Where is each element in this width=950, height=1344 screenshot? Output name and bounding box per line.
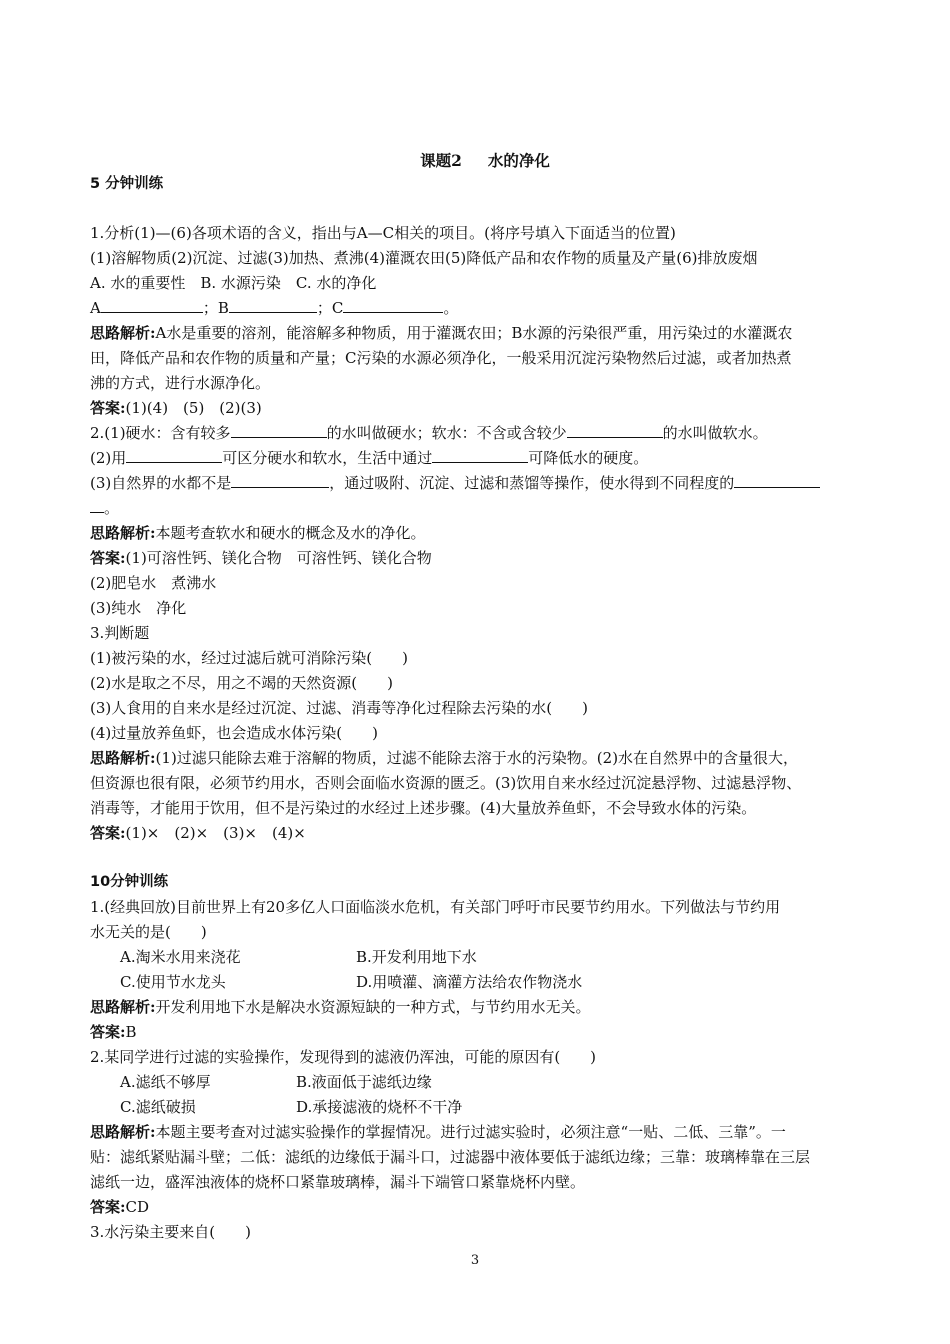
answer-blank[interactable] <box>231 422 327 438</box>
analysis-cont: 沸的方式，进行水源净化。 <box>90 374 271 392</box>
question-stem: 3.水污染主要来自( ) <box>90 1223 252 1241</box>
lesson-name: 水的净化 <box>487 151 550 170</box>
document-page <box>90 150 860 1245</box>
question-stem: 1.分析(1)—(6)各项术语的含义，指出与A—C相关的项目。(将序号填入下面适当的位置) <box>90 224 676 242</box>
fill-in-line-cont: 。 <box>90 496 860 521</box>
judgement-item: (4)过量放养鱼虾，也会造成水体污染( ) <box>90 724 378 742</box>
fill-in-line: 2.(1)硬水：含有较多 的水叫做硬水；软水：不含或含较少 的水叫做软水。 <box>90 424 768 442</box>
section-heading-5min: 5 分钟训练 <box>90 176 164 192</box>
analysis: 思路解析:本题主要考查对过滤实验操作的掌握情况。进行过滤实验时，必须注意“一贴、二低、三靠”。一 <box>90 1123 786 1141</box>
answer-blank[interactable] <box>126 447 222 463</box>
answer-cont: (2)肥皂水 煮沸水 <box>90 574 217 592</box>
answer: 答案:B <box>90 1023 137 1041</box>
answer-cont: (3)纯水 净化 <box>90 599 187 617</box>
section-heading-10min: 10分钟训练 <box>90 874 169 890</box>
analysis-cont: 但资源也很有限，必须节约用水，否则会面临水资源的匮乏。(3)饮用自来水经过沉淀悬浮物、过滤悬浮物、 <box>90 774 802 792</box>
analysis-cont: 滤纸一边，盛浑浊液体的烧杯口紧靠玻璃棒，漏斗下端管口紧靠烧杯内壁。 <box>90 1173 586 1191</box>
answer-blank[interactable] <box>90 497 104 513</box>
answer: 答案:(1)可溶性钙、镁化合物 可溶性钙、镁化合物 <box>90 549 432 567</box>
answer-blank[interactable] <box>229 297 317 313</box>
answer-blank[interactable] <box>343 297 443 313</box>
analysis-cont: 田，降低产品和农作物的质量和产量；C污染的水源必须净化，一般采用沉淀污染物然后过滤，或者加热煮 <box>90 349 792 367</box>
page-number: 3 <box>470 1253 480 1268</box>
option-b[interactable]: B.开发利用地下水 <box>356 948 477 966</box>
lesson-number: 课题2 <box>420 151 462 170</box>
question-stem: 2.某同学进行过滤的实验操作，发现得到的滤液仍浑浊，可能的原因有( ) <box>90 1048 597 1066</box>
answer: 答案:(1)× (2)× (3)× (4)× <box>90 824 306 842</box>
answer-blank[interactable] <box>734 472 820 488</box>
answer-blank[interactable] <box>567 422 663 438</box>
fill-in-line: A ；B ；C 。 <box>90 299 459 317</box>
analysis-cont: 消毒等，才能用于饮用，但不是污染过的水经过上述步骤。(4)大量放养鱼虾，不会导致水体的污染。 <box>90 799 757 817</box>
answer-blank[interactable] <box>231 472 329 488</box>
answer-blank[interactable] <box>432 447 528 463</box>
fill-in-line: (3)自然界的水都不是 ，通过吸附、沉淀、过滤和蒸馏等操作，使水得到不同程度的 <box>90 471 860 496</box>
fill-in-line: (2)用 可区分硬水和软水，生活中通过 可降低水的硬度。 <box>90 449 649 467</box>
analysis-cont: 贴：滤纸紧贴漏斗壁；二低：滤纸的边缘低于漏斗口，过滤器中液体要低于滤纸边缘；三靠：玻璃棒靠在三层 <box>90 1148 811 1166</box>
judgement-item: (3)人食用的自来水是经过沉淀、过滤、消毒等净化过程除去污染的水( ) <box>90 699 588 717</box>
question-stem-cont: 水无关的是( ) <box>90 923 207 941</box>
analysis: 思路解析:A水是重要的溶剂，能溶解多种物质，用于灌溉农田；B水源的污染很严重，用污染过的水灌溉农 <box>90 324 793 342</box>
analysis: 思路解析:本题考查软水和硬水的概念及水的净化。 <box>90 524 426 542</box>
option-row <box>90 1070 860 1095</box>
option-d[interactable]: D.承接滤液的烧杯不干净 <box>296 1098 463 1116</box>
option-a[interactable]: A.滤纸不够厚 <box>120 1073 211 1091</box>
option-row <box>90 1095 860 1120</box>
question-stem: 3.判断题 <box>90 624 150 642</box>
answer-blank[interactable] <box>101 297 203 313</box>
judgement-item: (2)水是取之不尽，用之不竭的天然资源( ) <box>90 674 393 692</box>
answer: 答案:(1)(4) (5) (2)(3) <box>90 399 262 417</box>
option-row <box>90 970 860 995</box>
question-stem: 1.(经典回放)目前世界上有20多亿人口面临淡水危机，有关部门呼吁市民要节约用水。下列做法与节约用 <box>90 898 781 916</box>
analysis: 思路解析:(1)过滤只能除去难于溶解的物质，过滤不能除去溶于水的污染物。(2)水在自然界中的含量很大， <box>90 749 799 767</box>
option-c[interactable]: C.使用节水龙头 <box>120 973 226 991</box>
option-d[interactable]: D.用喷灌、滴灌方法给农作物浇水 <box>356 973 583 991</box>
option-row <box>90 945 860 970</box>
option-b[interactable]: B.液面低于滤纸边缘 <box>296 1073 432 1091</box>
judgement-item: (1)被污染的水，经过过滤后就可消除污染( ) <box>90 649 408 667</box>
question-choices: A. 水的重要性 B. 水源污染 C. 水的净化 <box>90 274 377 292</box>
option-a[interactable]: A.淘米水用来浇花 <box>120 948 241 966</box>
analysis: 思路解析:开发利用地下水是解决水资源短缺的一种方式，与节约用水无关。 <box>90 998 591 1016</box>
question-terms: (1)溶解物质(2)沉淀、过滤(3)加热、煮沸(4)灌溉农田(5)降低产品和农作物的质量及产量(6)排放废烟 <box>90 249 758 267</box>
option-c[interactable]: C.滤纸破损 <box>120 1098 196 1116</box>
lesson-title <box>110 150 860 172</box>
answer: 答案:CD <box>90 1198 150 1216</box>
